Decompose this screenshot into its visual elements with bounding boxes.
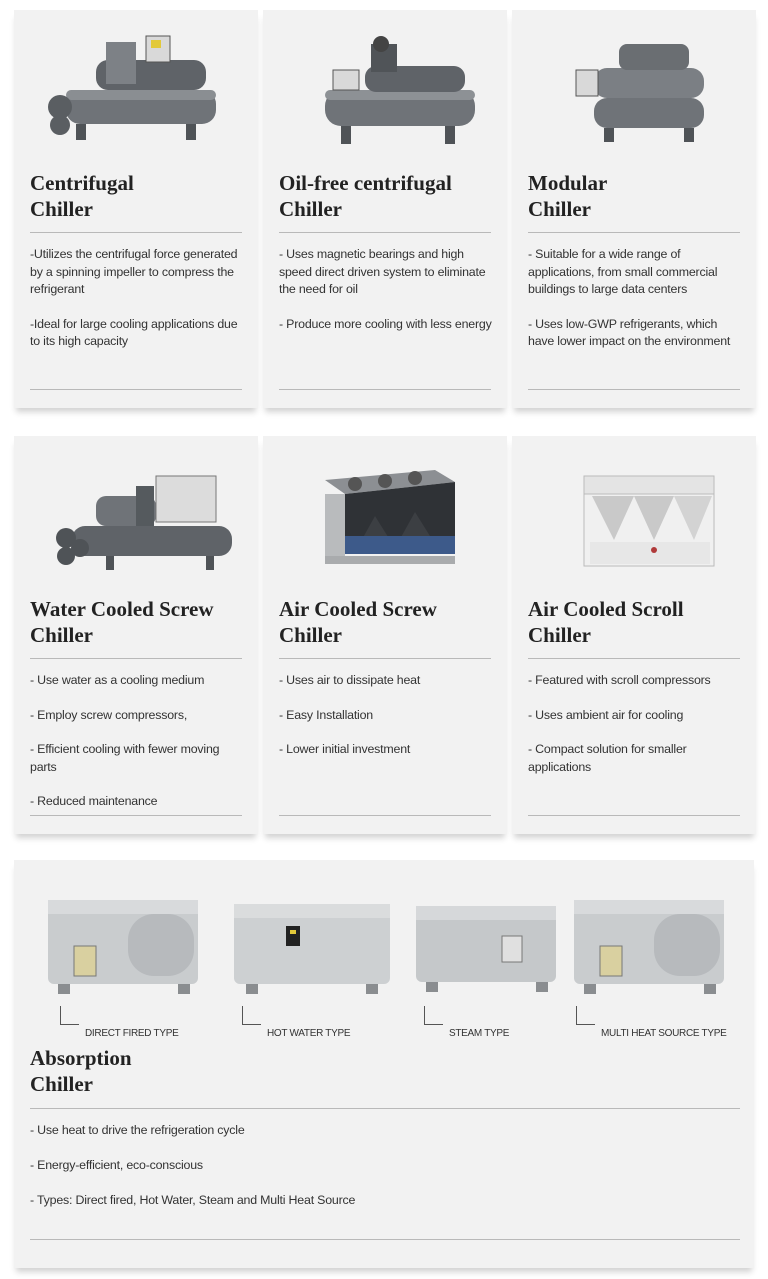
card-description xyxy=(528,672,746,793)
card-oil-free-centrifugal-chiller xyxy=(263,10,507,408)
bullet-point: - Use heat to drive the refrigeration cycle xyxy=(30,1123,245,1137)
bullet-point: - Easy Installation xyxy=(279,707,373,722)
card-centrifugal-chiller xyxy=(14,10,258,408)
card-description xyxy=(30,1122,740,1227)
card-absorption-chiller xyxy=(14,860,754,1268)
card-description xyxy=(30,246,248,368)
modular-chiller-image xyxy=(512,10,756,170)
divider xyxy=(279,815,491,816)
divider xyxy=(528,389,740,390)
absorption-types-images xyxy=(14,886,754,1006)
bullet-point: - Uses ambient air for cooling xyxy=(528,707,684,722)
card-title: Air Cooled Screw Chiller xyxy=(279,597,437,647)
card-air-cooled-scroll-chiller xyxy=(512,436,756,834)
bullet-point: - Uses magnetic bearings and high speed direct driven system to eliminate the need for oil xyxy=(279,247,486,296)
bullet-point: -Ideal for large cooling applications due to its high capacity xyxy=(30,316,238,348)
divider xyxy=(30,815,242,816)
divider xyxy=(30,1239,740,1240)
card-description xyxy=(30,672,248,828)
leader-line-icon xyxy=(576,1006,595,1025)
bullet-point: -Utilizes the centrifugal force generated by a spinning impeller to compress the refrigerant xyxy=(30,247,238,296)
bullet-point: - Produce more cooling with less energy xyxy=(279,316,492,331)
water-cooled-screw-chiller-image xyxy=(14,436,258,596)
bullet-point: - Reduced maintenance xyxy=(30,794,158,808)
card-air-cooled-screw-chiller xyxy=(263,436,507,834)
divider xyxy=(30,232,242,233)
bullet-point: - Efficient cooling with fewer moving parts xyxy=(30,742,220,774)
hot-water-unit-image xyxy=(226,886,396,1006)
bullet-point: - Compact solution for smaller applications xyxy=(528,742,687,774)
bullet-point: - Uses air to dissipate heat xyxy=(279,673,421,687)
bullet-point: - Uses low-GWP refrigerants, which have lower impact on the environment xyxy=(528,316,731,348)
divider xyxy=(279,232,491,233)
steam-unit-image xyxy=(406,886,576,1006)
card-description xyxy=(279,672,497,776)
card-water-cooled-screw-chiller xyxy=(14,436,258,834)
centrifugal-chiller-image xyxy=(14,10,258,170)
card-title: Oil-free centrifugal Chiller xyxy=(279,171,452,221)
divider xyxy=(528,815,740,816)
direct-fired-unit-image xyxy=(38,886,208,1006)
type-label-direct-fired: DIRECT FIRED TYPE xyxy=(60,1018,178,1039)
divider xyxy=(279,658,491,659)
card-modular-chiller xyxy=(512,10,756,408)
multi-heat-source-unit-image xyxy=(564,886,734,1006)
card-title: Absorption Chiller xyxy=(30,1046,132,1096)
divider xyxy=(279,389,491,390)
bullet-point: - Lower initial investment xyxy=(279,742,411,756)
card-description xyxy=(528,246,746,368)
card-title: Water Cooled Screw Chiller xyxy=(30,597,214,647)
air-cooled-screw-chiller-image xyxy=(263,436,507,596)
divider xyxy=(528,232,740,233)
divider xyxy=(30,1108,740,1109)
card-description xyxy=(279,246,497,350)
air-cooled-scroll-chiller-image xyxy=(512,436,756,596)
card-title: Modular Chiller xyxy=(528,171,608,221)
divider xyxy=(30,389,242,390)
card-title: Air Cooled Scroll Chiller xyxy=(528,597,684,647)
bullet-point: - Employ screw compressors, xyxy=(30,707,188,722)
bullet-point: - Use water as a cooling medium xyxy=(30,673,205,687)
leader-line-icon xyxy=(60,1006,79,1025)
type-label-hot-water: HOT WATER TYPE xyxy=(242,1018,350,1039)
divider xyxy=(30,658,242,659)
bullet-point: - Energy-efficient, eco-conscious xyxy=(30,1158,203,1172)
oil-free-centrifugal-chiller-image xyxy=(263,10,507,170)
divider xyxy=(528,658,740,659)
leader-line-icon xyxy=(242,1006,261,1025)
type-label-multi-heat-source: MULTI HEAT SOURCE TYPE xyxy=(576,1018,726,1039)
leader-line-icon xyxy=(424,1006,443,1025)
card-title: Centrifugal Chiller xyxy=(30,171,134,221)
bullet-point: - Types: Direct fired, Hot Water, Steam and Multi Heat Source xyxy=(30,1193,356,1207)
type-label-steam: STEAM TYPE xyxy=(424,1018,509,1039)
bullet-point: - Suitable for a wide range of applications, from small commercial buildings to large data centers xyxy=(528,247,718,296)
bullet-point: - Featured with scroll compressors xyxy=(528,673,711,687)
